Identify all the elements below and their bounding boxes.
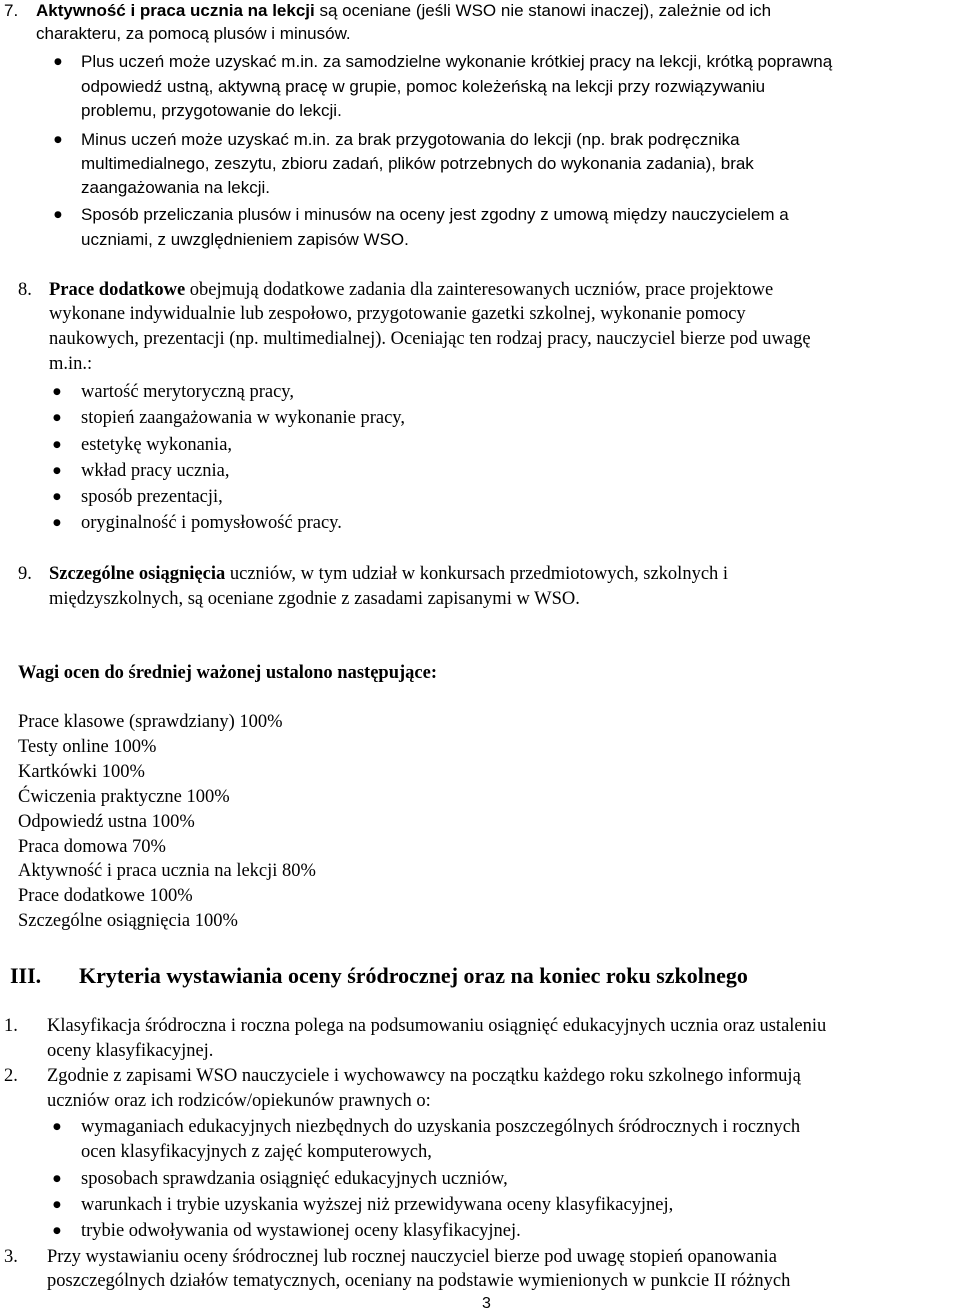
- s7-bullet-3-line-1: Sposób przeliczania plusów i minusów na oceny jest zgodny z umową między nauczycielem a: [81, 205, 789, 224]
- section-8-bold-term: Prace dodatkowe: [49, 280, 186, 300]
- weight-item: Aktywność i praca ucznia na lekcji 80%: [18, 861, 316, 881]
- section-9-line-2: międzyszkolnych, są oceniane zgodnie z zasadami zapisanymi w WSO.: [49, 589, 580, 609]
- s3-p2-line-1: Zgodnie z zapisami WSO nauczyciele i wychowawcy na początku każdego roku szkolnego informują: [47, 1066, 801, 1086]
- section-8-line-2: wykonane indywidualnie lub zespołowo, przygotowanie gazetki szkolnej, wykonanie pomocy: [49, 304, 746, 324]
- section-9-line-1-text: uczniów, w tym udział w konkursach przedmiotowych, szkolnych i: [225, 564, 729, 584]
- s7-bullet-2-line-1: Minus uczeń może uzyskać m.in. za brak przygotowania do lekcji (np. brak podręcznika: [81, 130, 740, 149]
- weight-item: Szczególne osiągnięcia 100%: [18, 911, 238, 931]
- s8-bullet-5: sposób prezentacji,: [81, 487, 223, 507]
- section-iii-title: Kryteria wystawiania oceny śródrocznej oraz na koniec roku szkolnego: [79, 963, 748, 988]
- weight-item: Praca domowa 70%: [18, 837, 166, 857]
- s3-p1-line-1: Klasyfikacja śródroczna i roczna polega na podsumowaniu osiągnięć edukacyjnych ucznia oraz ustaleniu: [47, 1016, 827, 1036]
- s7-bullet-2-line-2: multimedialnego, zeszytu, zbioru zadań, plików potrzebnych do wykonania zadania), brak: [81, 154, 754, 173]
- bullet-icon: ●: [54, 135, 62, 145]
- bullet-icon: ●: [54, 57, 62, 67]
- weight-item: Odpowiedź ustna 100%: [18, 812, 195, 832]
- s7-bullet-1-line-3: problemu, przygotowanie do lekcji.: [81, 101, 342, 120]
- section-8-line-3: naukowych, prezentacji (np. multimedialnej). Oceniając ten rodzaj pracy, nauczyciel bierze pod uwagę: [49, 329, 811, 349]
- bullet-icon: ●: [53, 466, 61, 476]
- section-8-line-4: m.in.:: [49, 354, 93, 374]
- bullet-icon: ●: [53, 518, 61, 528]
- section-9-line-1: [49, 563, 728, 585]
- section-7-line-1-text: są oceniane (jeśli WSO nie stanowi inaczej), zależnie od ich: [314, 1, 772, 20]
- s7-bullet-2-line-3: zaangażowania na lekcji.: [81, 178, 271, 197]
- weights-heading: Wagi ocen do średniej ważonej ustalono następujące:: [18, 663, 437, 683]
- s3-p1-line-2: oceny klasyfikacyjnej.: [47, 1041, 214, 1061]
- weight-item: Prace klasowe (sprawdziany) 100%: [18, 712, 283, 732]
- s3-bullet-1-line-2: ocen klasyfikacyjnych z zajęć komputerowych,: [81, 1142, 432, 1162]
- weight-item: Kartkówki 100%: [18, 762, 145, 782]
- s3-bullet-1-line-1: wymaganiach edukacyjnych niezbędnych do uzyskania poszczególnych śródrocznych i rocznych: [81, 1117, 801, 1137]
- weight-item: Prace dodatkowe 100%: [18, 886, 193, 906]
- section-9-number: 9.: [18, 564, 32, 584]
- s3-bullet-4: trybie odwoływania od wystawionej oceny klasyfikacyjnej.: [81, 1221, 521, 1241]
- s7-bullet-1-line-2: odpowiedź ustną, aktywną pracę w grupie, pomoc koleżeńską na lekcji przy rozwiązywaniu: [81, 77, 766, 96]
- bullet-icon: ●: [53, 1226, 61, 1236]
- bullet-icon: ●: [54, 210, 62, 220]
- s3-p3-line-2: poszczególnych działów tematycznych, oceniany na podstawie wymienionych w punkcie II różnych: [47, 1271, 791, 1291]
- s8-bullet-4: wkład pracy ucznia,: [81, 461, 230, 481]
- section-8-number: 8.: [18, 280, 32, 300]
- page-number: 3: [482, 1295, 491, 1312]
- bullet-icon: ●: [53, 413, 61, 423]
- s3-bullet-3: warunkach i trybie uzyskania wyższej niż przewidywana oceny klasyfikacyjnej,: [81, 1195, 674, 1215]
- section-9-bold-term: Szczególne osiągnięcia: [49, 564, 226, 584]
- section-7-number: 7.: [4, 1, 19, 20]
- s3-p2-number: 2.: [4, 1066, 18, 1086]
- s8-bullet-6: oryginalność i pomysłowość pracy.: [81, 513, 342, 533]
- bullet-icon: ●: [53, 1174, 61, 1184]
- s3-p3-number: 3.: [4, 1247, 18, 1267]
- s3-p3-line-1: Przy wystawianiu oceny śródrocznej lub rocznej nauczyciel bierze pod uwagę stopień opanowania: [47, 1247, 777, 1267]
- s7-bullet-3-line-2: uczniami, z uwzględnieniem zapisów WSO.: [81, 230, 409, 249]
- s3-bullet-2: sposobach sprawdzania osiągnięć edukacyjnych uczniów,: [81, 1169, 508, 1189]
- s8-bullet-3: estetykę wykonania,: [81, 435, 233, 455]
- bullet-icon: ●: [53, 1200, 61, 1210]
- s3-p2-line-2: uczniów oraz ich rodziców/opiekunów prawnych o:: [47, 1091, 431, 1111]
- section-7-line-2: charakteru, za pomocą plusów i minusów.: [36, 24, 351, 43]
- weight-item: Ćwiczenia praktyczne 100%: [18, 787, 230, 807]
- s8-bullet-2: stopień zaangażowania w wykonanie pracy,: [81, 408, 405, 428]
- section-7-line-1: [36, 0, 771, 22]
- bullet-icon: ●: [53, 492, 61, 502]
- section-8-line-1: [49, 279, 773, 301]
- s7-bullet-1-line-1: Plus uczeń może uzyskać m.in. za samodzielne wykonanie krótkiej pracy na lekcji, krótką poprawną: [81, 52, 833, 71]
- s3-p1-number: 1.: [4, 1016, 18, 1036]
- bullet-icon: ●: [53, 387, 61, 397]
- section-iii-roman: III.: [10, 963, 42, 988]
- section-7-bold-term: Aktywność i praca ucznia na lekcji: [36, 1, 315, 20]
- bullet-icon: ●: [53, 1122, 61, 1132]
- s8-bullet-1: wartość merytoryczną pracy,: [81, 382, 294, 402]
- bullet-icon: ●: [53, 440, 61, 450]
- section-8-line-1-text: obejmują dodatkowe zadania dla zainteresowanych uczniów, prace projektowe: [185, 280, 774, 300]
- weight-item: Testy online 100%: [18, 737, 157, 757]
